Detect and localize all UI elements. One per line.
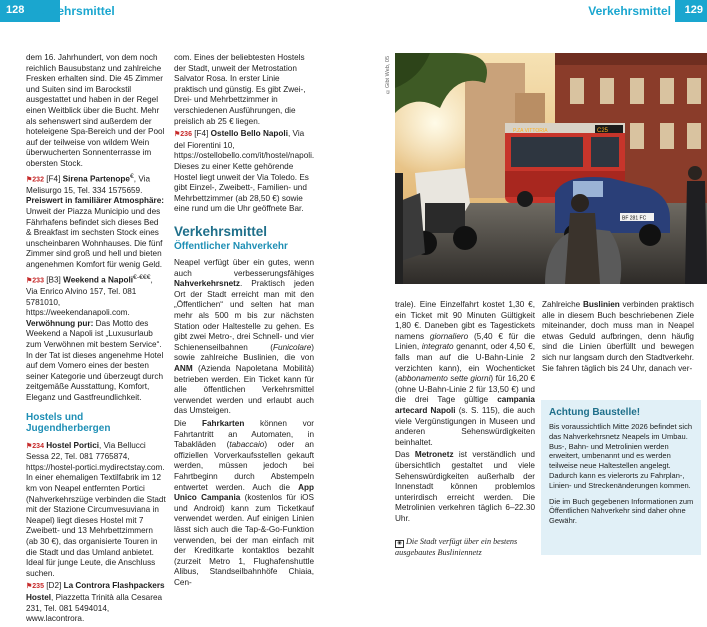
text-column-4 <box>542 300 694 376</box>
running-head-right: Verkehrsmittel <box>588 4 671 18</box>
tickets-paragraph: Die Fahrkarten können vor Fahrtantritt an Automaten, in Tabakläden (tabaccaio) oder an offiziellen Vorverkaufsstellen gekauft werden, müssen jedoch bei Fahrtbeginn durch Abstempeln entwertet werden. Auch die App Unico Campania (kostenlos für iOS und Android) kann zum Ticketkauf verwendet werden. Auf einigen Linien lässt sich auch die Tap-&-Go-Funktion verwenden, bei der man einfach mit der Kreditkarte kontaktlos bezahlt (zurzeit Metro 1, Flughafenshuttle Alibus, Standseilbahnhöfe Chiaia, Cen- <box>174 419 314 587</box>
info-box <box>541 400 701 555</box>
map-pin-icon: ⚑ <box>26 176 33 184</box>
hostel-entry-236: ⚑236 [F4] Ostello Bello Napoli, Via del Fiorentini 10, https://ostellobello.com/it/hostel/napoli. Dieses zu einer Kette gehörende Hostel liegt unweit der Via Toledo. Es gibt Einzel-, Zweibett-, Familien- und Mehrbettzimmer (ab 28,50 €) sowie eine rund um die Uhr geöffnete Bar. <box>174 129 315 214</box>
info-box-paragraph: Bis voraussichtlich Mitte 2026 befindet sich das Nahverkehrsnetz Neapels im Umbau. Bus-, Bahn- und Metrolinien werden erweitert, umbenannt und es werden teilweise neue Haltestellen angelegt. Dadurch kann es vielerorts zu Fahrplan-, Linien- und Streckenänderungen kommen. <box>549 422 692 490</box>
bus-number-display: C25 <box>597 128 609 134</box>
map-pin-icon: ⚑ <box>26 442 33 450</box>
page-number-left: 128 <box>6 4 25 16</box>
map-pin-icon: ⚑ <box>174 131 181 139</box>
photo-credit: ©Gibt Web, 05 <box>385 56 391 94</box>
map-pin-icon: ⚑ <box>26 583 33 591</box>
map-pin-icon: ⚑ <box>26 277 33 285</box>
info-box-body <box>549 422 695 532</box>
hostel-entry-234: ⚑234 Hostel Portici, Via Bellucci Sessa 22, Tel. 081 7765874, https://hostel-portici.mydirectstay.com. In einer ehemaligen Textilfabrik im 12 km von Neapel entfernten Portici (Nahverkehrszüge verbinden die Stadt mit der Stazione Circumvesuviana in Neapel) liegt dieses Hostel mit 7 Zweibett- und 13 Mehrbettzimmern (ab 30 €), das organisierte Touren in die Stadt und das Umland anbietet. Ideal für junge Leute, die Anschluss suchen. <box>26 440 166 578</box>
license-plate: BF 281 FC <box>622 215 647 222</box>
hostel-description: com. Eines der beliebtesten Hostels der Stadt, unweit der Metrostation Salvator Rosa. In erster Linie praktisch und günstig. Es gibt Zwei-, Drei- und Mehrbettzimmer in verschiedenen Ausführungen, die preislich ab 25 € liegen. <box>174 53 306 126</box>
info-box-title: Achtung Baustelle! <box>549 407 641 418</box>
text-column-3 <box>395 300 535 526</box>
bus-paragraph: Zahlreiche Buslinien verbinden praktisch alle in diesem Buch beschriebenen Ziele miteinander, doch muss man in Neapel etwas Geduld aufbringen, denn häufig sind die Linien überfüllt und bewegen sich nur langsam durch den Stadtverkehr. Sie fahren täglich bis 24 Uhr, danach ver- <box>542 300 694 373</box>
photo-caption: ◉ Die Stadt verfügt über ein bestens ausgebautes Busliniennetz <box>395 537 518 557</box>
ticket-prices-paragraph: trale). Eine Einzelfahrt kostet 1,30 €, ein Ticket mit 90 Minuten Gültigkeit 1,80 €. Daneben gibt es Tagestickets namens giornaliero (5,40 € für die Linien, integrato genannt, oder 4,50 €, falls man auf die U-Bahn-Linie 2 verzichten kann), ein Wochenticket (abbonamento sette giorni) für 16,20 € (ohne U-Bahn-Linie 2 für 13,50 €) und die drei Tage gültige campania artecard Napoli (s. S. 115), die auch viele Vergünstigungen in Museen und anderen Sehenswürdigkeiten beinhaltet. <box>395 300 536 447</box>
text-column-2 <box>174 53 314 591</box>
text-column-1 <box>26 53 166 627</box>
running-head-left: Verkehrsmittel <box>32 4 115 18</box>
info-box-paragraph: Die im Buch gegebenen Informationen zum Öffentlichen Nahverkehr sind daher ohne Gewähr. <box>549 496 694 526</box>
hostel-entry-235: ⚑235 [D2] La Controra Flashpackers Hostel, Piazzetta Trinità alla Cesarea 231, Tel. 081 5494014, www.lacontrora. <box>26 581 165 624</box>
metro-paragraph: Das Metronetz ist verständlich und übersichtlich gestaltet und viele Sehenswürdigkeiten außerhalb der Innenstadt können problemlos unterirdisch erreicht werden. Die Metrolinien verkehren täglich 6–22.30 Uhr. <box>395 450 535 523</box>
hostels-heading: Hostels und Jugendherbergen <box>26 412 111 435</box>
page-number-right: 129 <box>684 4 703 16</box>
transit-intro-paragraph: Neapel verfügt über ein gutes, wenn auch verbesserungsfähiges Nahverkehrsnetz. Praktisch jeden Ort der Stadt erreicht man mit den „Öffentlichen“ und selten hat man mehr als 500 m bis zur nächsten Station oder Haltestelle zu gehen. Es gibt zwei Metro-, drei Schnell- und vier Schienenseilbahnen (Funicolare) sowie zahlreiche Buslinien, die von ANM (Azienda Napoletana Mobilità) betrieben werden. Ein Ticket kann für alle öffentlichen Verkehrsmittel verwendet werden und erlaubt auch das Umsteigen. <box>174 258 314 416</box>
street-bus-photo <box>395 53 707 284</box>
hotel-entry-233: ⚑233 [B3] Weekend a Napoli€-€€€, Via Enrico Alvino 157, Tel. 081 5781010, https://weekendanapoli.com. Verwöhnung pur: Das Motto des Weekend a Napoli ist „Luxusurlaub zum Verwöhnen mit bestem Service“. In der Tat ist dieses angenehme Hotel auf dem Vomero eines der besten seiner Kategorie und überzeugt durch zeitgemäße Ausstattung, Komfort, Eleganz und Gastfreundlichkeit. <box>26 273 164 402</box>
hotel-description: dem 16. Jahrhundert, von dem noch reichlich Bausubstanz und zahlreiche Fresken erhalten sind. Die 45 Zimmer und Suiten sind im Barockstil ausgestattet und haben in der Regel einen Weitblick über die Bucht. Mehr als sehenswert sind außerdem der hoteleigene Spa-Bereich und der Pool auf der teilweise von wildem Wein überwucherten Sonnenterrasse im obersten Stock. <box>26 53 165 168</box>
subsection-title: Öffentlicher Nahverkehr <box>174 240 288 252</box>
camera-icon: ◉ <box>395 540 404 548</box>
section-title: Verkehrsmittel <box>174 223 268 239</box>
hotel-entry-232: ⚑232 [F4] Sirena Partenope€, Via Melisurgo 15, Tel. 334 1575659. Preiswert in familiärer Atmosphäre: Unweit der Piazza Municipio und des Fährhafens befindet sich dieses Bed & Breakfast im sechsten Stock eines unscheinbaren Wohnhauses. Die fünf Zimmer sind groß und hell und bieten angenehmen Komfort für wenig Geld. <box>26 172 165 270</box>
bus-destination-sign: P.ZA VITTORIA <box>513 128 548 134</box>
